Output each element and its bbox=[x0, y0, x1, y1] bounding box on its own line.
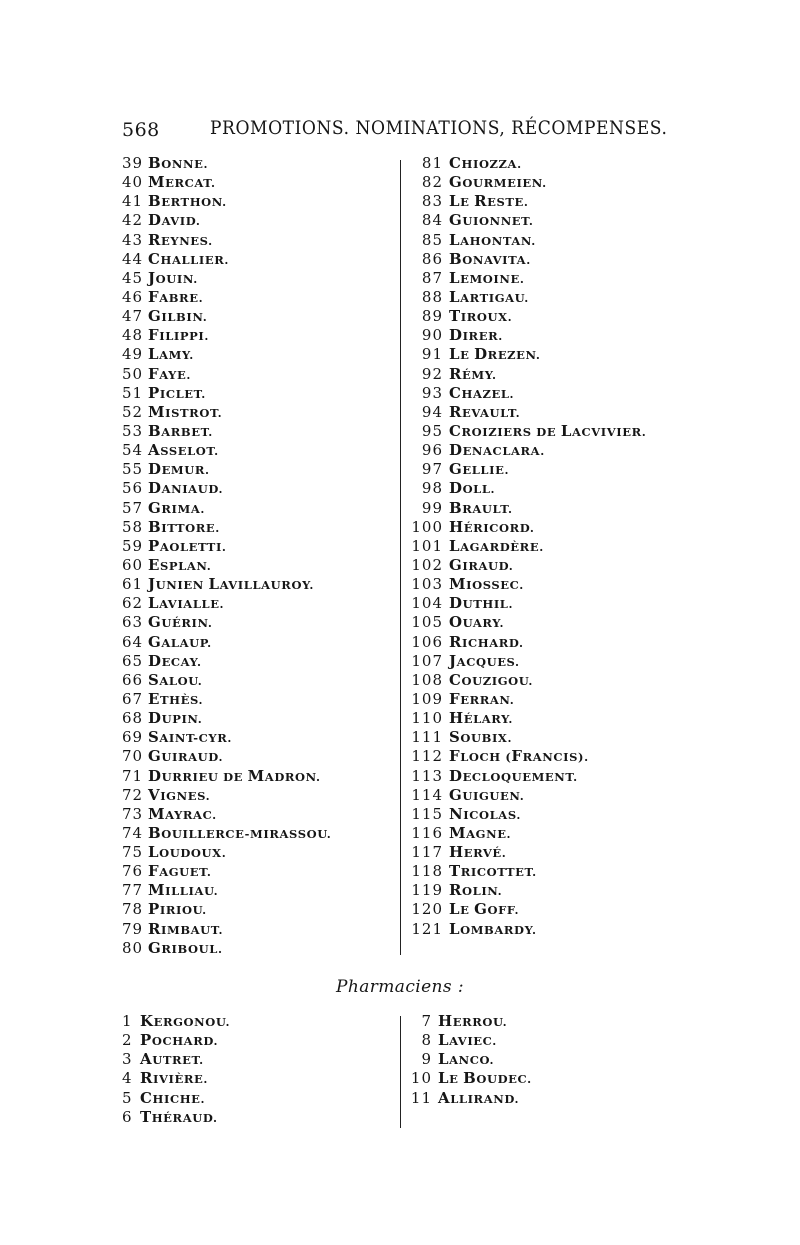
list-item-number: 117 bbox=[411, 843, 443, 862]
list-item-number: 89 bbox=[421, 307, 443, 326]
list-item-name: LAHONTAN. bbox=[449, 230, 536, 249]
list-item-name: CHAZEL. bbox=[449, 383, 515, 402]
list-item-number: 62 bbox=[122, 594, 144, 613]
list-item-name: ALLIRAND. bbox=[438, 1088, 520, 1107]
list-item-number: 116 bbox=[411, 823, 443, 842]
pharmaciens-column-divider bbox=[400, 1016, 401, 1128]
list-item-name: DUTHIL. bbox=[449, 594, 514, 613]
list-item-number: 92 bbox=[421, 364, 443, 383]
list-item-number: 63 bbox=[122, 613, 144, 632]
list-item-number: 82 bbox=[421, 173, 443, 192]
list-item-name: VIGNES. bbox=[148, 785, 211, 804]
list-item-name: BONNE. bbox=[148, 154, 209, 172]
list-item-name: BRAULT. bbox=[449, 498, 513, 517]
list-item-number: 57 bbox=[122, 498, 144, 517]
list-item-name: ROLIN. bbox=[449, 881, 503, 900]
list-item-name: REVAULT. bbox=[449, 402, 521, 421]
list-item-name: HÉLARY. bbox=[449, 709, 514, 728]
list-item-number: 47 bbox=[122, 307, 144, 326]
list-item-number: 6 bbox=[122, 1107, 133, 1126]
list-item-name: RIMBAUT. bbox=[148, 919, 224, 938]
list-item-number: 7 bbox=[421, 1012, 432, 1030]
list-item-number: 106 bbox=[411, 632, 443, 651]
list-item-name: PAOLETTI. bbox=[148, 536, 227, 555]
list-item-number: 69 bbox=[122, 728, 144, 747]
list-item-name: CHIOZZA. bbox=[449, 154, 522, 172]
list-item-name: CROIZIERS DE LACVIVIER. bbox=[449, 421, 647, 440]
list-item-number: 45 bbox=[122, 268, 144, 287]
list-item-number: 94 bbox=[421, 402, 443, 421]
list-item-name: GELLIE. bbox=[449, 460, 510, 479]
list-item-number: 78 bbox=[122, 900, 144, 919]
list-item-name: OUARY. bbox=[449, 613, 505, 632]
list-item-name: ASSELOT. bbox=[148, 441, 219, 460]
list-item-name: MILLIAU. bbox=[148, 881, 219, 900]
list-item-name: GUIRAUD. bbox=[148, 747, 224, 766]
list-item-number: 115 bbox=[411, 804, 443, 823]
list-item-name: SOUBIX. bbox=[449, 728, 513, 747]
list-item-number: 108 bbox=[411, 670, 443, 689]
list-item-number: 110 bbox=[411, 709, 443, 728]
list-item-number: 83 bbox=[421, 192, 443, 211]
list-item-number: 3 bbox=[122, 1050, 133, 1069]
list-item-number: 53 bbox=[122, 421, 144, 440]
list-item-number: 10 bbox=[410, 1069, 432, 1088]
list-item-number: 50 bbox=[122, 364, 144, 383]
list-item-name: FILIPPI. bbox=[148, 326, 209, 345]
list-item-number: 93 bbox=[421, 383, 443, 402]
list-item-name: HERROU. bbox=[438, 1012, 508, 1030]
list-item-name: HÉRICORD. bbox=[449, 517, 535, 536]
list-item-name: TRICOTTET. bbox=[449, 862, 537, 881]
list-item-name: GRIMA. bbox=[148, 498, 205, 517]
list-item-number: 58 bbox=[122, 517, 144, 536]
list-item-name: NICOLAS. bbox=[449, 804, 521, 823]
list-item-number: 68 bbox=[122, 709, 144, 728]
list-item-number: 79 bbox=[122, 919, 144, 938]
list-item-name: DANIAUD. bbox=[148, 479, 224, 498]
list-item-name: SAINT-CYR. bbox=[148, 728, 232, 747]
list-item-name: DENACLARA. bbox=[449, 441, 545, 460]
list-item-name: CHALLIER. bbox=[148, 249, 229, 268]
list-item-name: POCHARD. bbox=[140, 1031, 219, 1050]
list-item-number: 56 bbox=[122, 479, 144, 498]
section-heading-pharmaciens: Pharmaciens : bbox=[336, 977, 464, 997]
list-item-name: GOURMEIEN. bbox=[449, 173, 547, 192]
list-item-number: 100 bbox=[411, 517, 443, 536]
running-title: PROMOTIONS. NOMINATIONS, RÉCOMPENSES. bbox=[210, 117, 668, 139]
list-item-number: 81 bbox=[421, 154, 443, 172]
list-item-number: 48 bbox=[122, 326, 144, 345]
list-item-name: LE DREZEN. bbox=[449, 345, 541, 364]
list-item-number: 103 bbox=[411, 575, 443, 594]
list-item-number: 109 bbox=[411, 689, 443, 708]
list-item-number: 99 bbox=[421, 498, 443, 517]
list-item-number: 51 bbox=[122, 383, 144, 402]
list-item-number: 88 bbox=[421, 287, 443, 306]
list-item-name: LE BOUDEC. bbox=[438, 1069, 532, 1088]
list-item-name: DOLL. bbox=[449, 479, 496, 498]
list-item-number: 39 bbox=[122, 154, 144, 172]
list-item-name: BITTORE. bbox=[148, 517, 220, 536]
list-item-number: 76 bbox=[122, 862, 144, 881]
list-item-number: 80 bbox=[122, 938, 144, 957]
list-item-number: 44 bbox=[122, 249, 144, 268]
list-item-number: 112 bbox=[411, 747, 443, 766]
list-item-name: MISTROT. bbox=[148, 402, 223, 421]
list-item-number: 87 bbox=[421, 268, 443, 287]
list-item-number: 85 bbox=[421, 230, 443, 249]
list-item-number: 105 bbox=[411, 613, 443, 632]
list-item-name: GUIGUEN. bbox=[449, 785, 525, 804]
list-item-number: 59 bbox=[122, 536, 144, 555]
list-item-name: BERTHON. bbox=[148, 192, 227, 211]
list-item-number: 96 bbox=[421, 441, 443, 460]
list-item-name: LANCO. bbox=[438, 1050, 495, 1069]
list-item-name: LE RESTE. bbox=[449, 192, 529, 211]
list-item-number: 107 bbox=[411, 651, 443, 670]
list-item-number: 60 bbox=[122, 555, 144, 574]
list-item-name: JUNIEN LAVILLAUROY. bbox=[148, 575, 315, 594]
list-item-name: ETHÈS. bbox=[148, 689, 204, 708]
list-item-number: 98 bbox=[421, 479, 443, 498]
list-item-number: 114 bbox=[411, 785, 443, 804]
column-divider bbox=[400, 160, 401, 955]
list-item-name: HERVÉ. bbox=[449, 843, 507, 862]
list-item-number: 67 bbox=[122, 689, 144, 708]
list-item-number: 84 bbox=[421, 211, 443, 230]
list-item-name: FERRAN. bbox=[449, 689, 515, 708]
list-item-number: 70 bbox=[122, 747, 144, 766]
list-item-name: GRIBOUL. bbox=[148, 938, 223, 957]
list-item-name: JOUIN. bbox=[148, 268, 198, 287]
list-item-number: 42 bbox=[122, 211, 144, 230]
list-item-number: 74 bbox=[122, 823, 144, 842]
list-item-name: DECLOQUEMENT. bbox=[449, 766, 578, 785]
list-item-number: 91 bbox=[421, 345, 443, 364]
list-item-name: KERGONOU. bbox=[140, 1012, 231, 1030]
list-item-number: 1 bbox=[122, 1012, 133, 1030]
list-item-number: 118 bbox=[411, 862, 443, 881]
list-item-number: 5 bbox=[122, 1088, 133, 1107]
list-item-name: MIOSSEC. bbox=[449, 575, 524, 594]
list-item-number: 73 bbox=[122, 804, 144, 823]
list-item-name: COUZIGOU. bbox=[449, 670, 533, 689]
list-item-name: MERCAT. bbox=[148, 173, 216, 192]
list-item-name: PIRIOU. bbox=[148, 900, 207, 919]
list-item-number: 120 bbox=[411, 900, 443, 919]
list-item-number: 86 bbox=[421, 249, 443, 268]
list-item-number: 102 bbox=[411, 555, 443, 574]
list-item-name: MAYRAC. bbox=[148, 804, 217, 823]
list-item-name: DIRER. bbox=[449, 326, 503, 345]
list-item-name: AUTRET. bbox=[140, 1050, 204, 1069]
list-item-name: BOUILLERCE-MIRASSOU. bbox=[148, 823, 332, 842]
list-item-number: 55 bbox=[122, 460, 144, 479]
list-item-name: RIVIÈRE. bbox=[140, 1069, 208, 1088]
list-item-number: 77 bbox=[122, 881, 144, 900]
list-item-name: THÉRAUD. bbox=[140, 1107, 218, 1126]
list-item-name: TIROUX. bbox=[449, 307, 513, 326]
list-item-number: 72 bbox=[122, 785, 144, 804]
list-item-name: SALOU. bbox=[148, 670, 203, 689]
page-number: 568 bbox=[122, 119, 160, 141]
list-item-number: 61 bbox=[122, 575, 144, 594]
list-item-name: BONAVITA. bbox=[449, 249, 531, 268]
list-item-name: FAYE. bbox=[148, 364, 191, 383]
list-item-name: DUPIN. bbox=[148, 709, 203, 728]
list-item-name: LAGARDÈRE. bbox=[449, 536, 544, 555]
list-item-number: 40 bbox=[122, 173, 144, 192]
list-item-number: 43 bbox=[122, 230, 144, 249]
list-item-number: 97 bbox=[421, 460, 443, 479]
list-item-number: 11 bbox=[410, 1088, 432, 1107]
list-item-number: 111 bbox=[411, 728, 443, 747]
list-item-name: FABRE. bbox=[148, 287, 204, 306]
list-item-name: GALAUP. bbox=[148, 632, 212, 651]
list-item-name: DEMUR. bbox=[148, 460, 210, 479]
list-item-number: 2 bbox=[122, 1031, 133, 1050]
list-item-number: 95 bbox=[421, 421, 443, 440]
list-item-number: 104 bbox=[411, 594, 443, 613]
list-item-number: 41 bbox=[122, 192, 144, 211]
list-item-name: LARTIGAU. bbox=[449, 287, 529, 306]
list-item-number: 54 bbox=[122, 441, 144, 460]
list-item-number: 65 bbox=[122, 651, 144, 670]
list-item-name: MAGNE. bbox=[449, 823, 512, 842]
list-item-name: DAVID. bbox=[148, 211, 201, 230]
list-item-name: FAGUET. bbox=[148, 862, 212, 881]
list-item-name: DECAY. bbox=[148, 651, 202, 670]
list-item-number: 101 bbox=[411, 536, 443, 555]
list-item-name: FLOCH (FRANCIS). bbox=[449, 747, 589, 766]
list-item-number: 119 bbox=[411, 881, 443, 900]
list-item-number: 121 bbox=[411, 919, 443, 938]
list-item-number: 75 bbox=[122, 843, 144, 862]
list-item-name: PICLET. bbox=[148, 383, 206, 402]
list-item-name: LAVIALLE. bbox=[148, 594, 225, 613]
list-item-name: LOUDOUX. bbox=[148, 843, 227, 862]
list-item-name: REYNES. bbox=[148, 230, 213, 249]
list-item-name: GILBIN. bbox=[148, 307, 208, 326]
list-item-number: 9 bbox=[421, 1050, 432, 1069]
list-item-name: DURRIEU DE MADRON. bbox=[148, 766, 321, 785]
list-item-name: GIRAUD. bbox=[449, 555, 514, 574]
list-item-number: 113 bbox=[411, 766, 443, 785]
list-item-number: 8 bbox=[421, 1031, 432, 1050]
list-item-number: 64 bbox=[122, 632, 144, 651]
list-item-number: 49 bbox=[122, 345, 144, 364]
list-item-name: LAVIEC. bbox=[438, 1031, 497, 1050]
list-item-name: LE GOFF. bbox=[449, 900, 520, 919]
list-item-name: LOMBARDY. bbox=[449, 919, 537, 938]
list-item-name: GUIONNET. bbox=[449, 211, 534, 230]
list-item-number: 52 bbox=[122, 402, 144, 421]
list-item-number: 46 bbox=[122, 287, 144, 306]
list-item-name: LAMY. bbox=[148, 345, 194, 364]
list-item-name: LEMOINE. bbox=[449, 268, 525, 287]
list-item-number: 90 bbox=[421, 326, 443, 345]
list-item-number: 71 bbox=[122, 766, 144, 785]
list-item-name: GUÉRIN. bbox=[148, 613, 213, 632]
list-item-name: ESPLAN. bbox=[148, 555, 212, 574]
list-item-name: BARBET. bbox=[148, 421, 213, 440]
list-item-name: CHICHE. bbox=[140, 1088, 206, 1107]
list-item-number: 66 bbox=[122, 670, 144, 689]
list-item-number: 4 bbox=[122, 1069, 133, 1088]
list-item-name: JACQUES. bbox=[449, 651, 520, 670]
list-item-name: RÉMY. bbox=[449, 364, 497, 383]
list-item-name: RICHARD. bbox=[449, 632, 524, 651]
